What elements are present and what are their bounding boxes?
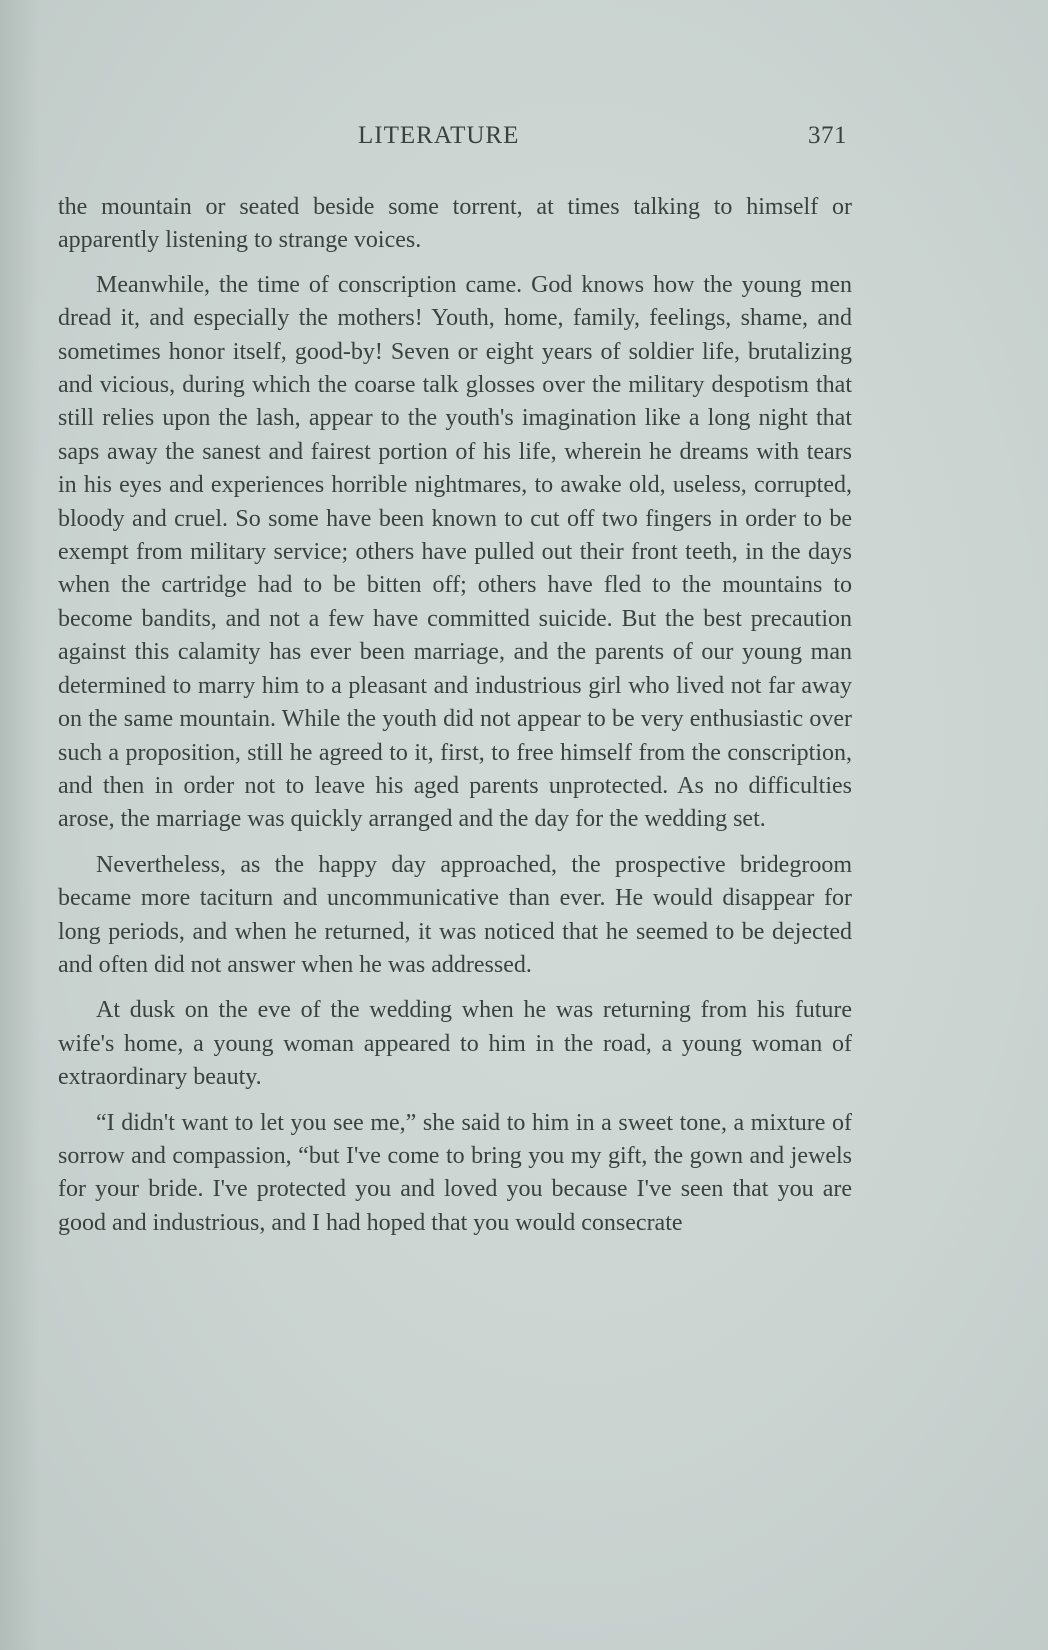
paragraph: “I didn't want to let you see me,” she said to him in a sweet tone, a mixture of sorrow and compassion, “but I've come to bring you my gift, the gown and jewels for your bride. I've protected you and loved you because I've seen that you are good and industrious, and I had hoped that you would consecrate xyxy=(58,1109,852,1236)
paragraph: Nevertheless, as the happy day approached, the prospective bridegroom became more taciturn and uncommunicative than ever. He would disappear for long periods, and when he returned, it was noticed that he seemed to be dejected and often did not answer when he was addressed. xyxy=(58,851,852,978)
page-header xyxy=(0,122,1048,162)
body-text xyxy=(58,191,852,1252)
paragraph: Meanwhile, the time of conscription came. God knows how the young men dread it, and especially the mothers! Youth, home, family, feelings, shame, and sometimes honor itself, good-by! Seven or eight years of soldier life, brutalizing and vicious, during which the coarse talk glosses over the military despotism that still relies upon the lash, appear to the youth's imagination like a long night that saps away the sanest and fairest portion of his life, wherein he dreams with tears in his eyes and experiences horrible nightmares, to awake old, useless, corrupted, bloody and cruel. So some have been known to cut off two fingers in order to be exempt from military service; others have pulled out their front teeth, in the days when the cartridge had to be bitten off; others have fled to the mountains to become bandits, and not a few have committed suicide. But the best precaution against this calamity has ever been marriage, and the parents of our young man determined to marry him to a pleasant and industrious girl who lived not far away on the same mountain. While the youth did not appear to be very enthusiastic over such a proposition, still he agreed to it, first, to free himself from the conscription, and then in order not to leave his aged parents unprotected. As no difficulties arose, the marriage was quickly arranged and the day for the wedding set. xyxy=(58,271,852,833)
paragraph: At dusk on the eve of the wedding when he was returning from his future wife's home, a young woman appeared to him in the road, a young woman of extraordinary beauty. xyxy=(58,997,852,1091)
page-number: 371 xyxy=(808,122,847,149)
spine-shadow xyxy=(0,0,40,1650)
paragraph: the mountain or seated beside some torrent, at times talking to himself or apparently listening to strange voices. xyxy=(58,194,852,254)
running-head: LITERATURE xyxy=(358,122,520,149)
